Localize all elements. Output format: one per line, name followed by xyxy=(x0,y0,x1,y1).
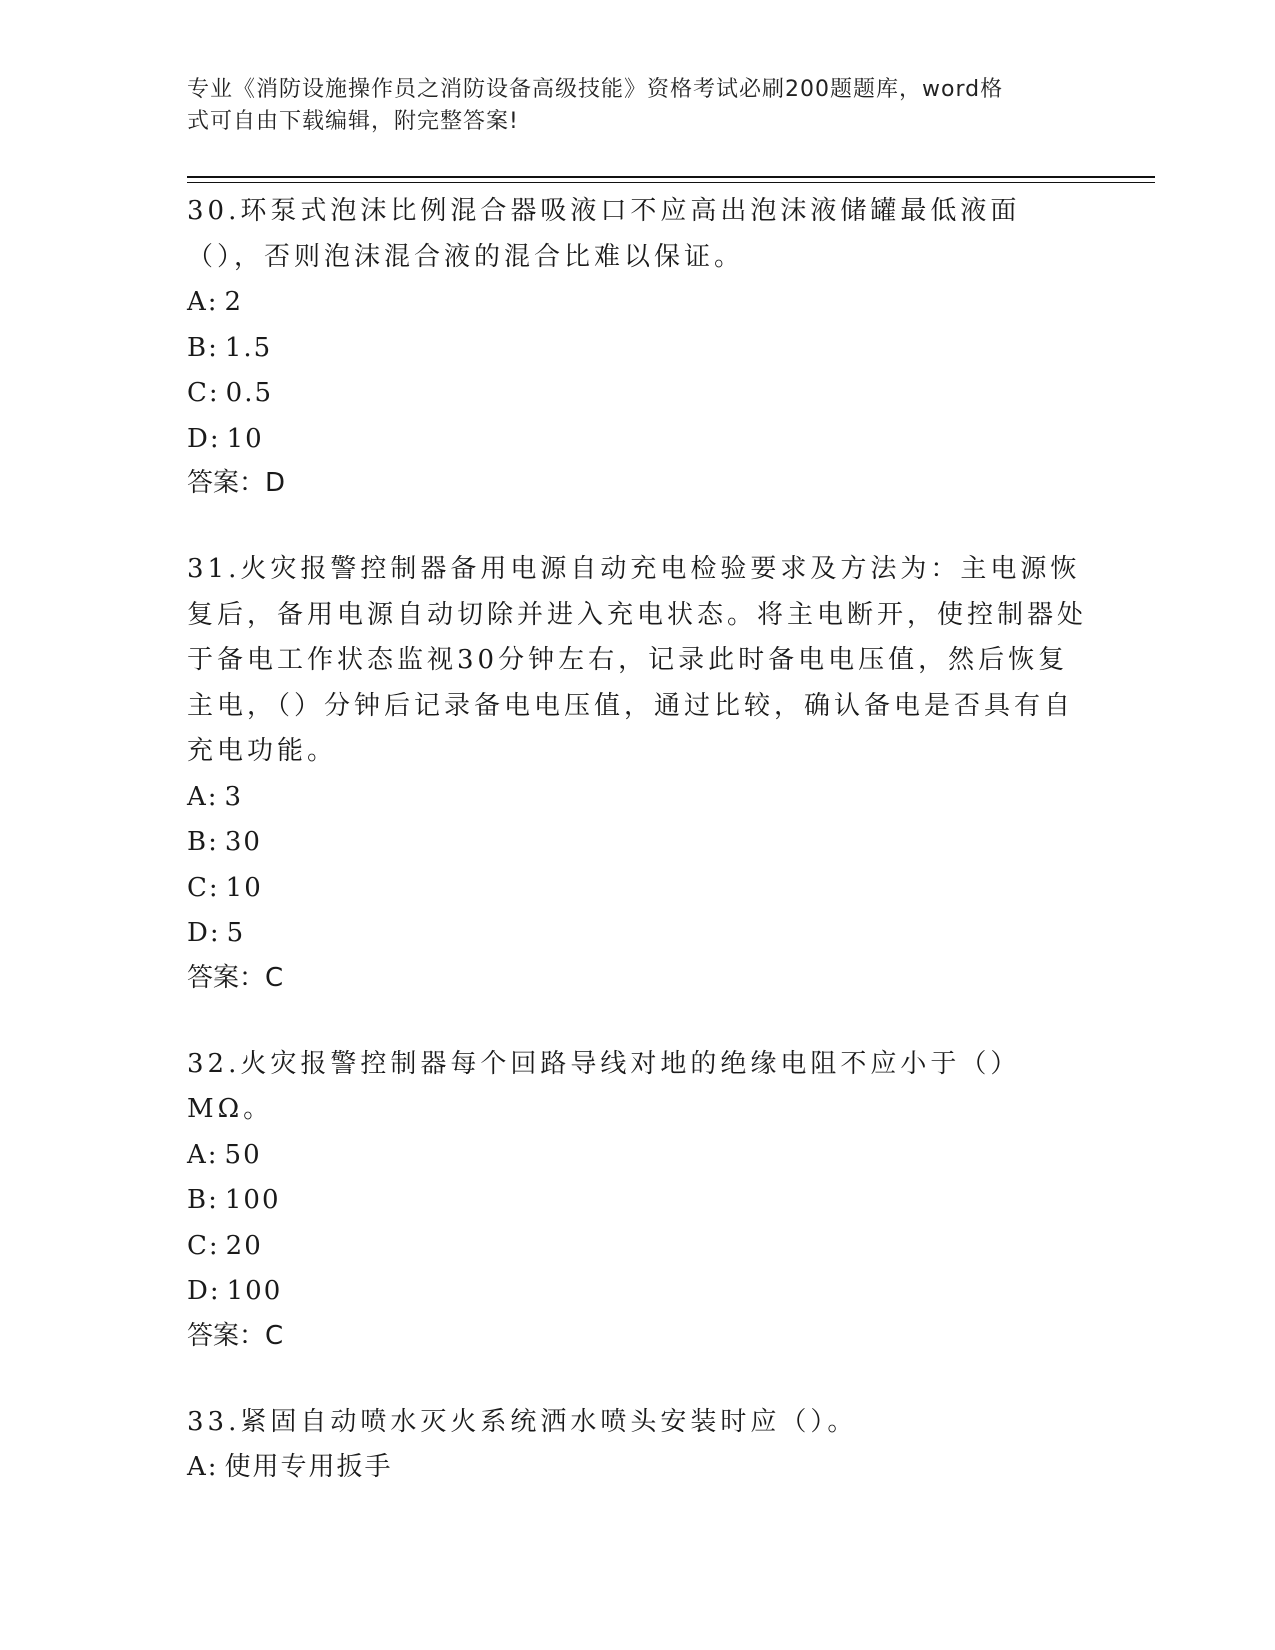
option-b: B: 100 xyxy=(187,1185,281,1215)
question-31 xyxy=(187,547,1087,999)
option-a: A: 50 xyxy=(187,1139,262,1170)
option-b: B: 30 xyxy=(187,827,262,857)
answer-line: 答案：C xyxy=(187,1320,284,1351)
header-line-2: 式可自由下载编辑，附完整答案! xyxy=(187,109,519,134)
document-header xyxy=(187,74,1067,138)
answer-line: 答案：C xyxy=(187,962,284,993)
question-stem: 31.火灾报警控制器备用电源自动充电检验要求及方法为：主电源恢复后，备用电源自动切除并进入充电状态。将主电断开，使控制器处于备电工作状态监视30分钟左右，记录此时备电电压值，然后恢复主电，（）分钟后记录备电电压值，通过比较，确认备电是否具有自充电功能。 xyxy=(187,554,1088,766)
option-d: D: 100 xyxy=(187,1276,283,1306)
question-list xyxy=(187,189,1087,1534)
option-a: A: 2 xyxy=(187,287,244,317)
option-c: C: 10 xyxy=(187,872,263,903)
option-d: D: 10 xyxy=(187,423,264,454)
question-stem: 33.紧固自动喷水灭火系统洒水喷头安装时应（）。 xyxy=(187,1406,858,1437)
question-32 xyxy=(187,1042,1087,1357)
question-33 xyxy=(187,1400,1087,1491)
question-stem: 32.火灾报警控制器每个回路导线对地的绝缘电阻不应小于（）MΩ。 xyxy=(187,1048,1021,1124)
header-line-1: 专业《消防设施操作员之消防设备高级技能》资格考试必刷200题题库，word格 xyxy=(187,77,1004,102)
header-divider-thick xyxy=(187,176,1155,178)
option-a: A: 3 xyxy=(187,781,244,812)
option-a: A: 使用专用扳手 xyxy=(187,1452,393,1482)
question-30 xyxy=(187,189,1087,504)
option-d: D: 5 xyxy=(187,918,246,948)
option-b: B: 1.5 xyxy=(187,332,273,363)
option-c: C: 20 xyxy=(187,1230,263,1261)
option-c: C: 0.5 xyxy=(187,378,274,408)
header-divider-thin xyxy=(187,182,1155,183)
question-stem: 30.环泵式泡沫比例混合器吸液口不应高出泡沫液储罐最低液面（），否则泡沫混合液的混合比难以保证。 xyxy=(187,196,1021,272)
answer-line: 答案：D xyxy=(187,468,286,498)
